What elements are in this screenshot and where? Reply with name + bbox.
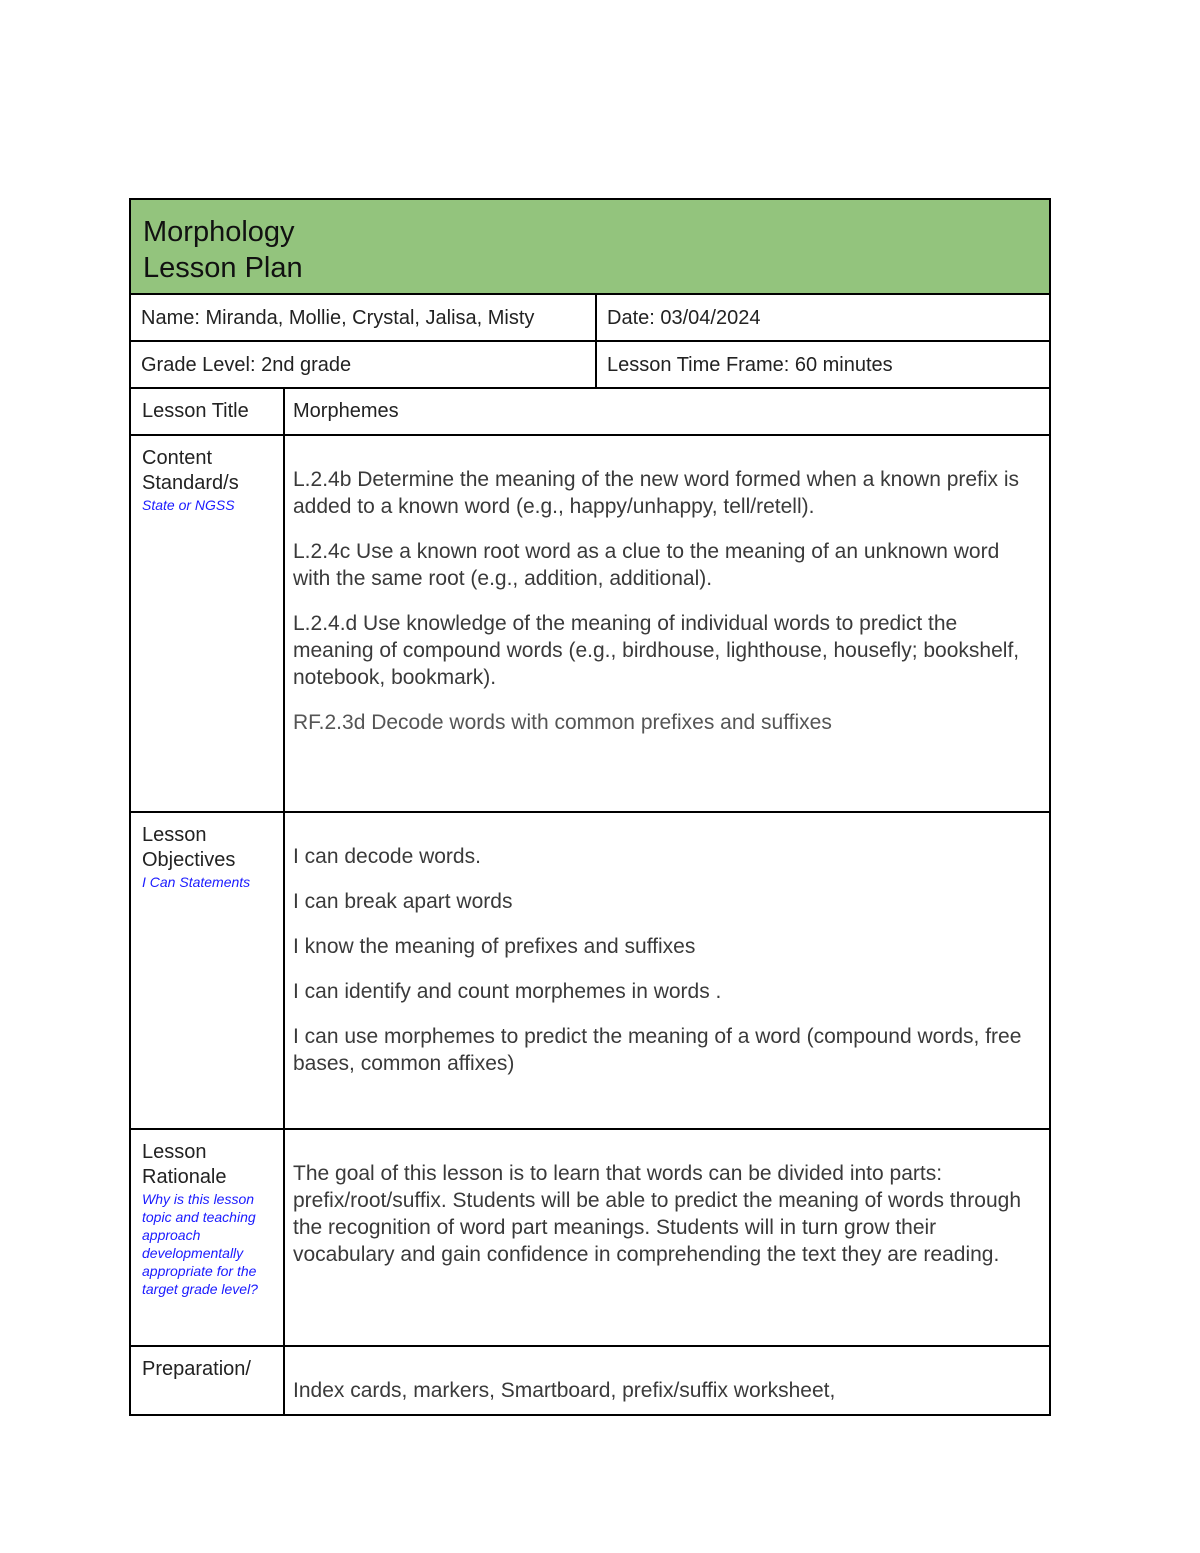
rationale-text: The goal of this lesson is to learn that words can be divided into parts: prefix/root/suffix. Students will be able to predict the meaning of words through the recognition of word part meanings. Students will in turn grow their vocabulary and gain confidence in comprehending the text they are reading. (293, 1162, 1022, 1266)
objective-item: I can decode words. (293, 845, 481, 868)
lesson-title-label-text: Lesson Title (142, 400, 249, 422)
lesson-objectives-content (285, 813, 1049, 1128)
lesson-plan-table (129, 198, 1051, 1416)
objectives-label-line-1: Lesson (142, 824, 207, 846)
preparation-label-text: Preparation/ (142, 1358, 251, 1380)
rationale-label-line-2: Rationale (142, 1166, 227, 1188)
objective-item: I know the meaning of prefixes and suffixes (293, 935, 696, 958)
content-standards-label (131, 436, 285, 811)
objective-item: I can use morphemes to predict the meaning of a word (compound words, free bases, common affixes) (293, 1025, 1022, 1075)
objectives-note: I Can Statements (142, 874, 251, 890)
objective-item: I can identify and count morphemes in words . (293, 980, 722, 1003)
preparation-text: Index cards, markers, Smartboard, prefix/suffix worksheet, (293, 1379, 836, 1402)
lesson-title-row (131, 389, 1049, 436)
standard-item: RF.2.3d Decode words with common prefixes and suffixes (293, 711, 832, 734)
lesson-objectives-row (131, 813, 1049, 1130)
document-title (143, 214, 303, 293)
rationale-label-line-1: Lesson (142, 1141, 207, 1163)
name-date-row (131, 295, 1049, 342)
grade-level-cell: Grade Level: 2nd grade (131, 342, 597, 387)
preparation-content (285, 1347, 1049, 1414)
title-line-2: Lesson Plan (143, 252, 303, 284)
lesson-title-value-text: Morphemes (293, 400, 399, 422)
lesson-title-label (131, 389, 285, 434)
grade-time-row (131, 342, 1049, 389)
objective-item: I can break apart words (293, 890, 513, 913)
preparation-label (131, 1347, 285, 1414)
standards-label-line-1: Content (142, 447, 213, 469)
title-line-1: Morphology (143, 216, 295, 248)
objectives-label-line-2: Objectives (142, 849, 236, 871)
lesson-rationale-label (131, 1130, 285, 1345)
standards-note: State or NGSS (142, 497, 235, 513)
lesson-title-value (285, 389, 1049, 434)
lesson-rationale-content (285, 1130, 1049, 1345)
standard-item: L.2.4c Use a known root word as a clue to the meaning of an unknown word with the same root (e.g., addition, additional). (293, 540, 1000, 590)
time-frame-cell: Lesson Time Frame: 60 minutes (607, 354, 893, 376)
lesson-rationale-row (131, 1130, 1049, 1347)
standard-item: L.2.4b Determine the meaning of the new word formed when a known prefix is added to a known word (e.g., happy/unhappy, tell/retell). (293, 468, 1020, 518)
header-row (131, 200, 1049, 295)
standard-item: L.2.4.d Use knowledge of the meaning of individual words to predict the meaning of compound words (e.g., birdhouse, lighthouse, housefly; bookshelf, notebook, bookmark). (293, 612, 1020, 689)
names-cell: Name: Miranda, Mollie, Crystal, Jalisa, Misty (131, 295, 597, 340)
rationale-note: Why is this lesson topic and teaching approach developmentally appropriate for the target grade level? (142, 1191, 258, 1297)
content-standards-row (131, 436, 1049, 813)
content-standards-content (285, 436, 1049, 811)
lesson-objectives-label (131, 813, 285, 1128)
standards-label-line-2: Standard/s (142, 472, 239, 494)
date-cell: Date: 03/04/2024 (607, 307, 761, 329)
preparation-row (131, 1347, 1049, 1414)
